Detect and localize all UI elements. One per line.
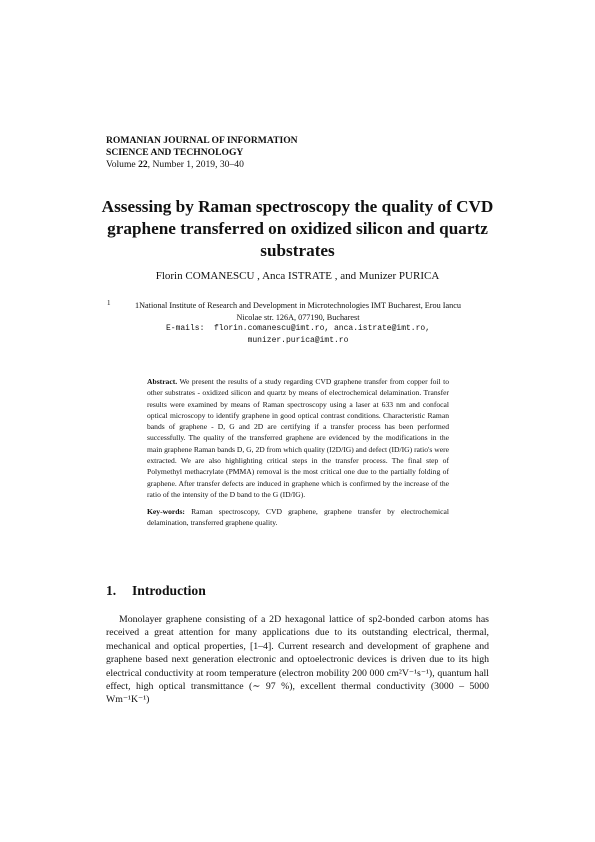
author-list: Florin COMANESCU , Anca ISTRATE , and Munizer PURICA	[155, 270, 440, 282]
journal-header	[106, 135, 298, 171]
emails-line2: munizer.purica@imt.ro	[247, 335, 349, 345]
abstract-label: Abstract.	[147, 377, 178, 386]
volume-number: 22	[138, 159, 148, 170]
affiliation-superscript: 1	[107, 299, 111, 307]
volume-suffix: , Number 1, 2019, 30–40	[147, 159, 244, 170]
journal-name-line2: SCIENCE AND TECHNOLOGY	[106, 147, 244, 158]
section-title: Introduction	[132, 583, 206, 598]
affiliation-block	[107, 299, 484, 346]
body-paragraph: Monolayer graphene consisting of a 2D hexagonal lattice of sp2-bonded carbon atoms has received a great attention for many applications due to its outstanding electrical, thermal, mechanical and optical properties, [1–4]. Current research and development of graphene and graphene based next generation electronic and optoelectronic devices is driven due to its high electrical conductivity at room temperature (electron mobility 200 000 cm²V⁻¹s⁻¹), quantum hall effect, high optical transmittance (∼ 97 %), excellent thermal conductivity (3000 – 5000 Wm⁻¹K⁻¹)	[106, 614, 489, 706]
journal-name-line1: ROMANIAN JOURNAL OF INFORMATION	[106, 135, 298, 146]
paper-title: Assessing by Raman spectroscopy the quality of CVD graphene transferred on oxidized silicon and quartz substrates	[101, 197, 494, 260]
abstract-text: We present the results of a study regarding CVD graphene transfer from copper foil to other substrates - oxidized silicon and quartz by means of electrochemical delamination. Transfer results were examined by means of Raman spectroscopy using a laser at 633 nm and confocal optical microscopy to identify graphene in good optical contrast conditions. Characteristic Raman bands of graphene - D, G and 2D are certifying if a transfer process has been performed successfully. The quality of the transferred graphene are evidenced by the modifications in the main graphene Raman bands D, G, 2D from which quality (I2D/IG) and defect (ID/IG) ratio's were extracted. We are also highlighting critical steps in the transfer process. The final step of Polymethyl methacrylate (PMMA) removal is the most critical one due to the partially folding of graphene. After transfer defects are induced in graphene which is confirmed by the increase of the ratio of the intensity of the D band to the G (ID/IG).	[147, 377, 449, 499]
keywords	[147, 506, 449, 529]
keywords-label: Key-words:	[147, 507, 185, 516]
affiliation-line2: Nicolae str. 126A, 077190, Bucharest	[236, 312, 360, 322]
abstract	[147, 376, 449, 500]
keywords-text: Raman spectroscopy, CVD graphene, graphene transfer by electrochemical delamination, transferred graphene quality.	[147, 507, 450, 528]
emails-line1: E-mails: florin.comanescu@imt.ro, anca.istrate@imt.ro,	[165, 324, 431, 333]
section-heading	[106, 583, 206, 599]
affiliation-line1: 1National Institute of Research and Development in Microtechnologies IMT Bucharest, Erou Iancu	[135, 301, 461, 310]
volume-prefix: Volume	[106, 159, 139, 170]
section-number: 1.	[106, 583, 117, 598]
